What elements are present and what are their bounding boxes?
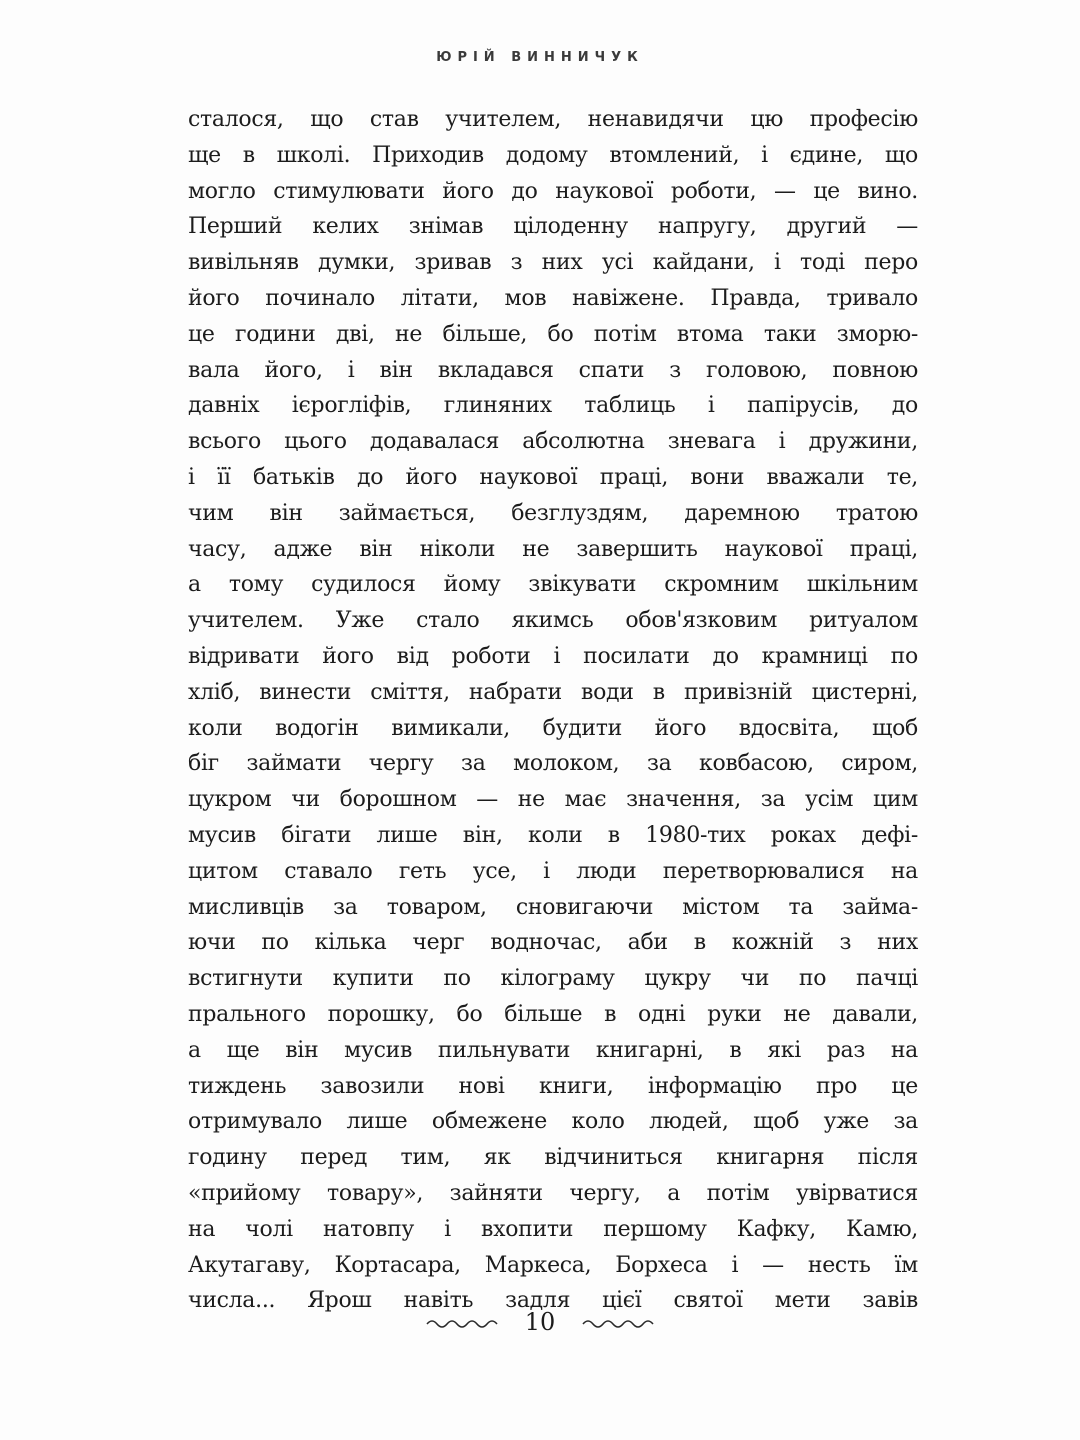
- text-line: отримувало лише обмежене коло людей, щоб уже за: [188, 1109, 918, 1135]
- text-line: часу, адже він ніколи не завершить наукової праці,: [188, 536, 918, 562]
- running-header: ЮРІЙ ВИННИЧУК: [436, 50, 644, 65]
- text-line: Акутагаву, Кортасара, Маркеса, Борхеса і — несть їм: [188, 1252, 918, 1278]
- text-line: і її батьків до його наукової праці, вони вважали те,: [188, 464, 918, 490]
- text-line: цукром чи борошном — не має значення, за усім цим: [188, 787, 918, 813]
- wave-ornament-icon: [425, 1315, 499, 1329]
- text-line: а ще він мусив пильнувати книгарні, в які раз на: [188, 1037, 918, 1063]
- text-line: біг займати чергу за молоком, за ковбасою, сиром,: [188, 751, 918, 777]
- text-line: чим він займається, безглуздям, даремною тратою: [188, 500, 918, 526]
- text-line: тиждень завозили нові книги, інформацію про це: [188, 1073, 918, 1099]
- text-line: ще в школі. Приходив додому втомлений, і єдине, що: [188, 142, 918, 168]
- text-line: встигнути купити по кілограму цукру чи по пачці: [188, 966, 918, 992]
- text-line: це години дві, не більше, бо потім втома таки зморю-: [188, 321, 918, 347]
- text-line: вивільняв думки, зривав з них усі кайдани, і тоді перо: [188, 250, 918, 276]
- text-line: сталося, що став учителем, ненавидячи цю професію: [188, 107, 918, 132]
- text-line: коли водогін вимикали, будити його вдосвіта, щоб: [188, 715, 918, 741]
- page-footer: [0, 1302, 1080, 1342]
- text-line: «прийому товару», зайняти чергу, а потім увірватися: [188, 1180, 918, 1206]
- text-line: а тому судилося йому звікувати скромним шкільним: [188, 572, 918, 598]
- text-line: учителем. Уже стало якимсь обов'язковим ритуалом: [188, 608, 918, 634]
- text-line: мусив бігати лише він, коли в 1980-тих роках дефі-: [188, 822, 918, 848]
- text-line: ючи по кілька черг водночас, аби в кожній з них: [188, 930, 918, 956]
- text-line: прального порошку, бо більше в одні руки не давали,: [188, 1001, 918, 1027]
- text-line: відривати його від роботи і посилати до крамниці по: [188, 643, 918, 669]
- text-line: всього цього додавалася абсолютна зневага і дружини,: [188, 429, 918, 455]
- text-line: могло стимулювати його до наукової роботи, — це вино.: [188, 178, 918, 204]
- text-line: годину перед тим, як відчиниться книгарня після: [188, 1145, 918, 1171]
- text-line: давніх ієрогліфів, глиняних таблиць і папірусів, до: [188, 393, 918, 419]
- text-line: числа... Ярош навіть задля цієї святої мети завів: [188, 1288, 918, 1314]
- text-line: вала його, і він вкладався спати з головою, повною: [188, 357, 918, 383]
- text-line: на чолі натовпу і вхопити першому Кафку, Камю,: [188, 1216, 918, 1242]
- text-line: Перший келих знімав цілоденну напругу, другий —: [188, 214, 918, 240]
- wave-ornament-icon: [581, 1315, 655, 1329]
- page-number: 10: [524, 1308, 556, 1336]
- text-line: цитом ставало геть усе, і люди перетворювалися на: [188, 858, 918, 884]
- text-line: хліб, винести сміття, набрати води в привізній цистерні,: [188, 679, 918, 705]
- body-text: [188, 102, 918, 1319]
- text-line: його починало літати, мов навіжене. Правда, тривало: [188, 285, 918, 311]
- text-line: мисливців за товаром, сновигаючи містом та займа-: [188, 894, 918, 920]
